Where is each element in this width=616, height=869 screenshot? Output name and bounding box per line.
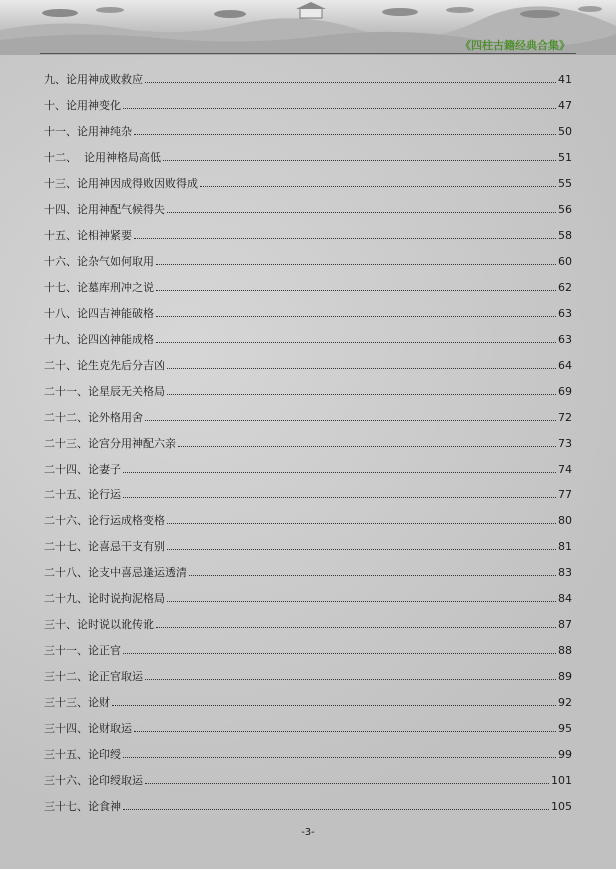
- toc-entry[interactable]: [44, 579, 572, 605]
- toc-entry-title: 十六、论杂气如何取用: [44, 254, 154, 268]
- toc-entry-page: 51: [558, 150, 572, 164]
- toc-entry-page: 63: [558, 332, 572, 346]
- toc-entry-title: 十三、论用神因成得败因败得成: [44, 176, 198, 190]
- dot-leader: [167, 549, 556, 550]
- toc-entry[interactable]: [44, 138, 572, 164]
- toc-entry-title: 二十六、论行运成格变格: [44, 514, 165, 528]
- toc-entry-title: 二十四、论妻子: [44, 462, 121, 476]
- dot-leader: [178, 446, 556, 447]
- toc-entry-page: 58: [558, 228, 572, 242]
- toc-entry[interactable]: [44, 216, 572, 242]
- toc-entry-page: 87: [558, 618, 572, 632]
- toc-entry-title: 二十一、论星辰无关格局: [44, 384, 165, 398]
- toc-entry[interactable]: [44, 398, 572, 424]
- toc-entry-page: 89: [558, 670, 572, 684]
- dot-leader: [167, 212, 556, 213]
- toc-entry-page: 88: [558, 644, 572, 658]
- toc-entry[interactable]: [44, 476, 572, 502]
- toc-entry-page: 50: [558, 124, 572, 138]
- toc-entry-page: 69: [558, 384, 572, 398]
- toc-entry[interactable]: [44, 424, 572, 450]
- dot-leader: [163, 160, 556, 161]
- toc-entry[interactable]: [44, 553, 572, 579]
- dot-leader: [167, 368, 556, 369]
- dot-leader: [156, 316, 556, 317]
- dot-leader: [167, 394, 556, 395]
- toc-entry-page: 72: [558, 410, 572, 424]
- toc-entry-title: 三十五、论印绶: [44, 748, 121, 762]
- dot-leader: [145, 679, 556, 680]
- toc-entry-page: 105: [551, 800, 572, 814]
- toc-entry[interactable]: [44, 787, 572, 813]
- toc-entry[interactable]: [44, 709, 572, 735]
- dot-leader: [156, 290, 556, 291]
- toc-entry-page: 84: [558, 592, 572, 606]
- toc-entry-title: 三十七、论食神: [44, 800, 121, 814]
- toc-entry-title: 二十五、论行运: [44, 488, 121, 502]
- toc-entry-title: 十一、论用神纯杂: [44, 124, 132, 138]
- toc-entry[interactable]: [44, 735, 572, 761]
- dot-leader: [134, 134, 556, 135]
- toc-entry-page: 101: [551, 774, 572, 788]
- dot-leader: [156, 627, 556, 628]
- toc-entry-page: 41: [558, 72, 572, 86]
- toc-entry[interactable]: [44, 605, 572, 631]
- toc-entry-title: 十五、论相神紧要: [44, 228, 132, 242]
- toc-entry[interactable]: [44, 527, 572, 553]
- toc-entry[interactable]: [44, 631, 572, 657]
- toc-entry-page: 63: [558, 306, 572, 320]
- toc-entry-page: 73: [558, 436, 572, 450]
- toc-entry-page: 60: [558, 254, 572, 268]
- toc-entry[interactable]: [44, 501, 572, 527]
- toc-entry-title: 三十、论时说以讹传讹: [44, 618, 154, 632]
- toc-entry-title: 三十四、论财取运: [44, 722, 132, 736]
- dot-leader: [123, 108, 556, 109]
- toc-entry-title: 二十、论生克先后分吉凶: [44, 358, 165, 372]
- dot-leader: [112, 705, 556, 706]
- table-of-contents: [44, 60, 572, 813]
- toc-entry-page: 47: [558, 98, 572, 112]
- dot-leader: [189, 575, 556, 576]
- dot-leader: [134, 238, 556, 239]
- dot-leader: [200, 186, 556, 187]
- toc-entry-page: 99: [558, 748, 572, 762]
- toc-entry[interactable]: [44, 320, 572, 346]
- toc-entry[interactable]: [44, 164, 572, 190]
- dot-leader: [123, 497, 556, 498]
- toc-entry-page: 80: [558, 514, 572, 528]
- toc-entry-page: 56: [558, 202, 572, 216]
- dot-leader: [167, 601, 556, 602]
- toc-entry-title: 二十三、论宫分用神配六亲: [44, 436, 176, 450]
- header-banner: [0, 0, 616, 55]
- book-title: 《四柱古籍经典合集》: [460, 39, 570, 52]
- toc-entry[interactable]: [44, 60, 572, 86]
- toc-entry[interactable]: [44, 683, 572, 709]
- toc-entry[interactable]: [44, 86, 572, 112]
- toc-entry-page: 62: [558, 280, 572, 294]
- toc-entry-title: 二十二、论外格用舍: [44, 410, 143, 424]
- toc-entry[interactable]: [44, 242, 572, 268]
- toc-entry-page: 95: [558, 722, 572, 736]
- toc-entry-title: 三十三、论财: [44, 696, 110, 710]
- toc-entry-title: 十九、论四凶神能成格: [44, 332, 154, 346]
- toc-entry[interactable]: [44, 346, 572, 372]
- dot-leader: [123, 653, 556, 654]
- toc-entry-page: 64: [558, 358, 572, 372]
- dot-leader: [123, 472, 556, 473]
- dot-leader: [134, 731, 556, 732]
- toc-entry[interactable]: [44, 761, 572, 787]
- toc-entry-title: 三十一、论正官: [44, 644, 121, 658]
- dot-leader: [156, 342, 556, 343]
- toc-entry[interactable]: [44, 112, 572, 138]
- dot-leader: [123, 757, 556, 758]
- toc-entry-title: 二十九、论时说拘泥格局: [44, 592, 165, 606]
- toc-entry-title: 十八、论四吉神能破格: [44, 306, 154, 320]
- dot-leader: [145, 420, 556, 421]
- toc-entry-title: 十、论用神变化: [44, 98, 121, 112]
- toc-entry[interactable]: [44, 450, 572, 476]
- dot-leader: [145, 783, 549, 784]
- dot-leader: [145, 82, 556, 83]
- dot-leader: [123, 809, 549, 810]
- dot-leader: [156, 264, 556, 265]
- toc-entry[interactable]: [44, 268, 572, 294]
- toc-entry-title: 三十二、论正官取运: [44, 670, 143, 684]
- toc-entry-page: 83: [558, 566, 572, 580]
- toc-entry-page: 77: [558, 488, 572, 502]
- toc-entry-title: 十四、论用神配气候得失: [44, 202, 165, 216]
- toc-entry[interactable]: [44, 372, 572, 398]
- toc-entry-title: 十七、论墓库刑冲之说: [44, 280, 154, 294]
- toc-entry-title: 二十七、论喜忌干支有别: [44, 540, 165, 554]
- toc-entry-title: 九、论用神成败救应: [44, 72, 143, 86]
- header-rule: [40, 53, 576, 54]
- toc-entry-page: 92: [558, 696, 572, 710]
- toc-entry-page: 55: [558, 176, 572, 190]
- toc-entry-page: 81: [558, 540, 572, 554]
- toc-entry[interactable]: [44, 657, 572, 683]
- dot-leader: [167, 523, 556, 524]
- toc-entry-title: 十二、 论用神格局高低: [44, 150, 161, 164]
- toc-entry-title: 三十六、论印绶取运: [44, 774, 143, 788]
- toc-entry-page: 74: [558, 462, 572, 476]
- toc-entry-title: 二十八、论支中喜忌逢运透清: [44, 566, 187, 580]
- page-number: -3-: [301, 827, 315, 838]
- toc-entry[interactable]: [44, 294, 572, 320]
- toc-entry[interactable]: [44, 190, 572, 216]
